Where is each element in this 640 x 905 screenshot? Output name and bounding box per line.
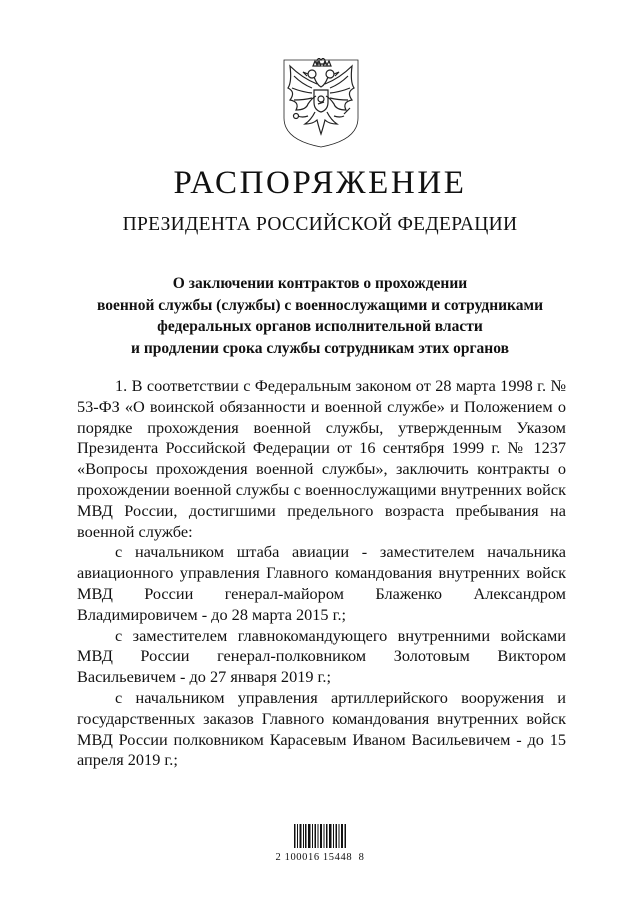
body-paragraph-3: с заместителем главнокомандующего внутренними войсками МВД России генерал-полковником Золотовым Виктором Васильевичем - до 27 января 2019 г.;	[77, 625, 566, 687]
issuer-subtitle: ПРЕЗИДЕНТА РОССИЙСКОЙ ФЕДЕРАЦИИ	[122, 214, 518, 235]
document-body	[77, 376, 566, 771]
double-headed-eagle-icon	[282, 58, 360, 148]
body-paragraph-2: с начальником штаба авиации - заместителем начальника авиационного управления Главного командования внутренних войск МВД России генерал-майором Блаженко Александром Владимировичем - до 28 марта 2015 г.;	[77, 542, 566, 624]
subject-line: и продлении срока службы сотрудникам этих органов	[131, 339, 509, 357]
document-subject-heading	[70, 273, 570, 359]
subject-line: федеральных органов исполнительной власти	[157, 318, 483, 335]
subject-line: военной службы (службы) с военнослужащими и сотрудниками	[96, 296, 543, 314]
barcode-number: 2 100016 15448 8	[275, 852, 365, 863]
body-paragraph-4: с начальником управления артиллерийского вооружения и государственных заказов Главного командования внутренних войск МВД России полковником Карасевым Иваном Васильевичем - до 15 апреля 2019 г.;	[77, 687, 566, 770]
document-type-title: РАСПОРЯЖЕНИЕ	[173, 165, 467, 201]
body-paragraph-1: 1. В соответствии с Федеральным законом от 28 марта 1998 г. № 53-ФЗ «О воинской обязанности и военной службе» и Положением о порядке прохождения военной службы, утвержденным Указом Президента Российской Федерации от 16 сентября 1999 г. № 1237 «Вопросы прохождения военной службы», заключить контракты о прохождении военной службы с военнослужащими внутренних войск МВД России, достигшими предельного возраста пребывания на военной службе:	[77, 376, 566, 541]
barcode-icon	[294, 824, 346, 848]
subject-line: О заключении контрактов о прохождении	[172, 275, 468, 292]
